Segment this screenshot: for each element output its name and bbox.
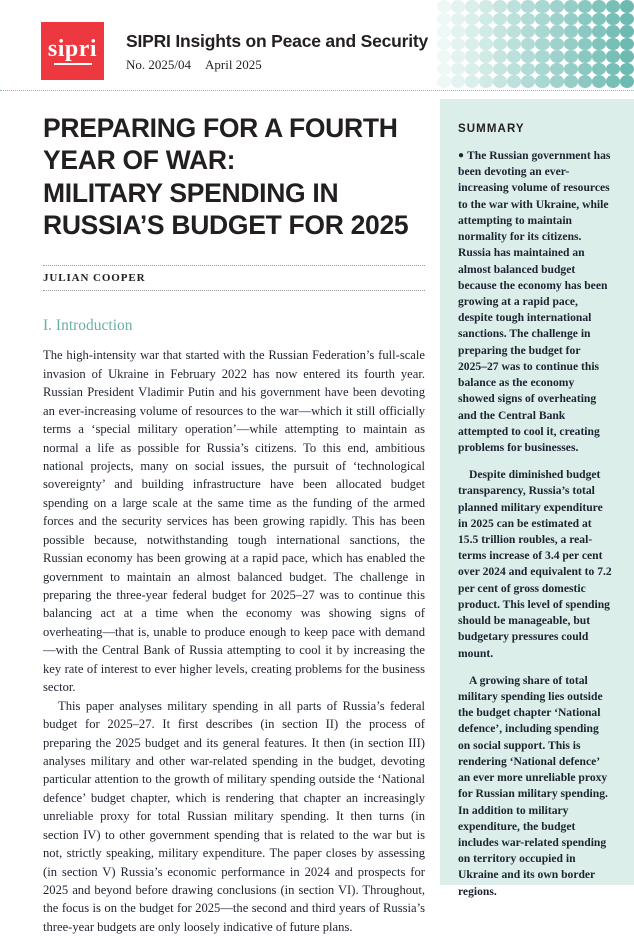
page-title-line: YEAR OF WAR:	[43, 145, 236, 176]
article-column	[43, 112, 425, 936]
issue-number: No. 2025/04	[126, 57, 191, 72]
author-name: JULIAN COOPER	[43, 272, 146, 285]
summary-paragraph: Despite diminished budget transparency, Russia’s total planned military expenditure in 2025 can be estimated at 15.5 trillion roubles, a real-terms increase of 3.4 per cent over 2024 and equivalent to 7.2 per cent of gross domestic product. This level of spending should be manageable, but budgetary pressures could mount.	[458, 468, 612, 660]
summary-sidebar	[440, 99, 634, 898]
body-paragraph: This paper analyses military spending in all parts of Russia’s federal budget for 2025–27. It first describes (in section II) the process of preparing the 2025 budget and its general features. It then (in section III) analyses military and other war-related spending in the budget, devoting particular attention to the growth of military spending outside the ‘National defence’ budget chapter, which is rendering that chapter an increasingly unreliable proxy for total Russian military spending. It then turns (in section IV) to other government spending that is related to the war but is not, strictly speaking, military expenditure. The paper closes by assessing (in section V) Russia’s economic performance in 2024 and prospects for 2025 and beyond before drawing conclusions (in section VI). Throughout, the focus is on the budget for 2025—the second and third years of Russia’s three-year budgets are only loosely indicative of future plans.	[43, 698, 425, 934]
summary-paragraph-text: The Russian government has been devoting an ever-increasing volume of resources to the war with Ukraine, while attempting to maintain normality for its citizens. Russia has maintained an almost balanced budget because the economy has been growing at a rapid pace, despite tough international sanctions. The challenge in preparing the budget for 2025–27 was to continue this balance as the economy showed signs of overheating and the Central Bank attempted to cool it, creating problems for businesses.	[458, 149, 611, 454]
page-header	[0, 0, 634, 88]
sipri-logo-text: sipri	[47, 36, 98, 62]
sipri-logo	[41, 22, 104, 80]
summary-heading: SUMMARY	[458, 123, 525, 135]
issue-line	[126, 57, 428, 73]
page-title-line: RUSSIA’S BUDGET FOR 2025	[43, 209, 409, 240]
header-divider	[0, 90, 634, 91]
body-paragraph: The high-intensity war that started with the Russian Federation’s full-scale invasion of Ukraine in February 2022 has now entered its fourth year. Russian President Vladimir Putin and his government have been devoting an ever-increasing volume of resources to the war—which it still officially terms a ‘special military operation’—while attempting to maintain as normal a life as possible for Russia’s citizens. To this end, ambitious national projects, many on social issues, the pursuit of ‘technological sovereignty’ and building infrastructure have been allocated budget spending on a large scale at the same time as the funding of the armed forces and the security services has been growing rapidly. This has been possible because, notwithstanding tough international sanctions, the Russian economy has been growing at a rapid pace, which has enabled the government to maintain an almost balanced budget. The challenge in preparing the three-year federal budget for 2025–27 was to continue this balancing act at a time when the economy was showing signs of overheating—that is, unable to produce enough to keep pace with demand—with the Central Bank of Russia attempting to cool it by increasing the key rate of interest to ever higher levels, creating problems for the business sector.	[43, 348, 425, 695]
issue-date: April 2025	[205, 57, 262, 72]
section-heading-introduction: I. Introduction	[43, 317, 133, 335]
sipri-logo-underline	[54, 63, 92, 65]
summary-paragraph	[458, 148, 612, 456]
page-title-line: PREPARING FOR A FOURTH	[43, 113, 398, 143]
series-title: SIPRI Insights on Peace and Security	[126, 31, 429, 51]
bullet-icon: ●	[458, 150, 465, 161]
summary-paragraph: A growing share of total military spending lies outside the budget chapter ‘National defence’, including spending on social support. This is rendering ‘National defence’ an ever more unreliable proxy for Russian military spending. In addition to military expenditure, the budget includes war-related spending on territory occupied in Ukraine and its own border regions.	[458, 673, 608, 898]
page-title	[43, 112, 425, 241]
byline-block	[43, 265, 425, 291]
masthead	[126, 31, 428, 73]
page-title-line: MILITARY SPENDING IN	[43, 177, 339, 208]
